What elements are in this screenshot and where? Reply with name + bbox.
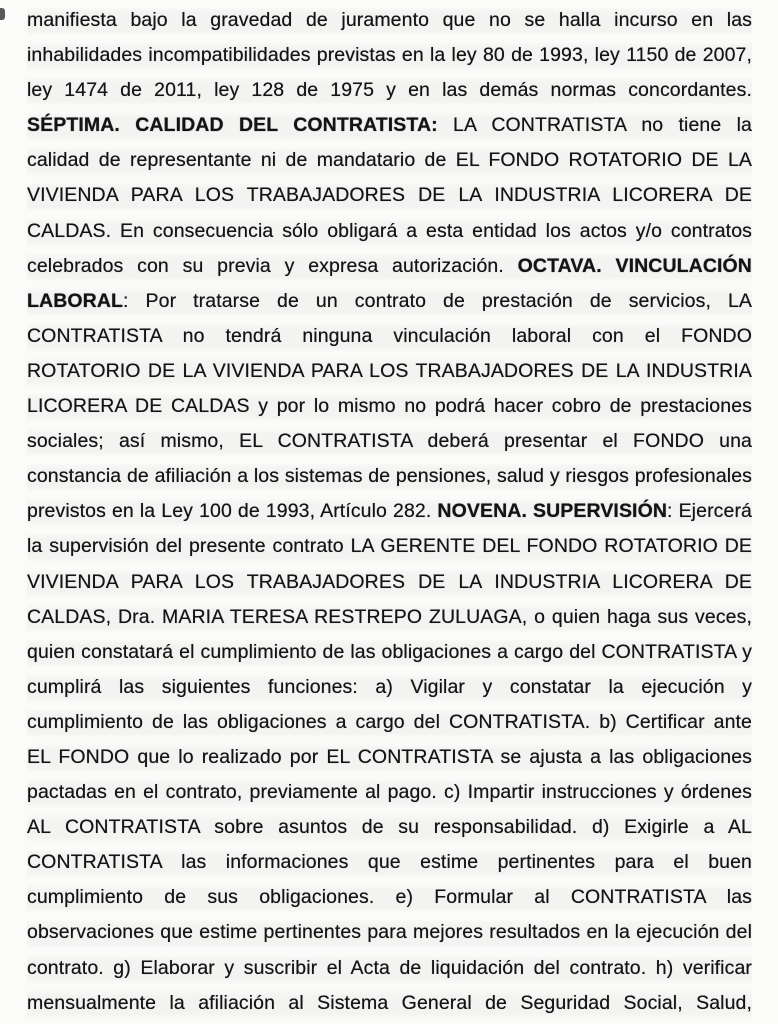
text-segment: : Ejercerá bbox=[667, 500, 752, 523]
bold-text-segment: NOVENA. SUPERVISIÓN bbox=[437, 500, 668, 523]
text-line bbox=[27, 600, 752, 635]
text-segment: LICORERA DE CALDAS y por lo mismo no podrá hacer cobro de prestaciones bbox=[27, 395, 752, 418]
text-line bbox=[27, 389, 752, 424]
text-line bbox=[27, 635, 752, 670]
bold-text-segment: OCTAVA. VINCULACIÓN bbox=[517, 254, 752, 277]
text-line bbox=[27, 705, 752, 740]
text-segment: VIVIENDA PARA LOS TRABAJADORES DE LA INDUSTRIA LICORERA DE bbox=[27, 184, 752, 207]
text-segment: VIVIENDA PARA LOS TRABAJADORES DE LA INDUSTRIA LICORERA DE bbox=[27, 570, 752, 593]
text-line bbox=[27, 178, 752, 213]
text-line bbox=[27, 73, 752, 108]
text-segment: cumplimiento de las obligaciones a cargo del CONTRATISTA. b) Certificar ante bbox=[27, 710, 752, 733]
text-segment: cumplimiento de sus obligaciones. e) Formular al CONTRATISTA las bbox=[27, 886, 752, 909]
text-segment: EL FONDO que lo realizado por EL CONTRATISTA se ajusta a las obligaciones bbox=[27, 745, 752, 768]
text-segment: constancia de afiliación a los sistemas de pensiones, salud y riesgos profesionales bbox=[27, 465, 752, 488]
text-line bbox=[27, 3, 752, 38]
text-segment: cumplirá las siguientes funciones: a) Vigilar y constatar la ejecución y bbox=[27, 675, 752, 698]
text-segment: calidad de representante ni de mandatario de EL FONDO ROTATORIO DE LA bbox=[27, 149, 752, 172]
text-line bbox=[27, 284, 752, 319]
text-line bbox=[27, 214, 752, 249]
text-line bbox=[27, 565, 752, 600]
text-line bbox=[27, 810, 752, 845]
text-segment: observaciones que estime pertinentes para mejores resultados en la ejecución del bbox=[27, 921, 752, 944]
text-segment: celebrados con su previa y expresa autorización. bbox=[27, 254, 518, 277]
text-segment: CALDAS. En consecuencia sólo obligará a esta entidad los actos y/o contratos bbox=[27, 219, 752, 242]
text-segment: : Por tratarse de un contrato de prestación de servicios, LA bbox=[123, 289, 752, 312]
text-segment: CONTRATISTA no tendrá ninguna vinculación laboral con el FONDO bbox=[27, 324, 752, 347]
text-line bbox=[27, 951, 752, 986]
text-line bbox=[27, 424, 752, 459]
text-segment: mensualmente la afiliación al Sistema General de Seguridad Social, Salud, bbox=[27, 991, 752, 1014]
contract-text-block bbox=[27, 3, 752, 1021]
text-segment: inhabilidades incompatibilidades previstas en la ley 80 de 1993, ley 1150 de 2007, bbox=[27, 44, 752, 67]
text-line bbox=[27, 249, 752, 284]
text-line bbox=[27, 354, 752, 389]
text-line bbox=[27, 38, 752, 73]
text-line bbox=[27, 845, 752, 880]
bold-text-segment: SÉPTIMA. CALIDAD DEL CONTRATISTA: bbox=[27, 114, 438, 137]
text-segment: AL CONTRATISTA sobre asuntos de su responsabilidad. d) Exigirle a AL bbox=[27, 816, 752, 839]
text-segment: ROTATORIO DE LA VIVIENDA PARA LOS TRABAJADORES DE LA INDUSTRIA bbox=[27, 359, 752, 382]
text-line bbox=[27, 529, 752, 564]
text-line bbox=[27, 319, 752, 354]
text-line bbox=[27, 143, 752, 178]
text-line bbox=[27, 459, 752, 494]
text-segment: LA CONTRATISTA no tiene la bbox=[437, 114, 752, 137]
bold-text-segment: LABORAL bbox=[27, 289, 124, 312]
text-segment: manifiesta bajo la gravedad de juramento que no se halla incurso en las bbox=[27, 9, 752, 31]
text-line bbox=[27, 670, 752, 705]
text-line bbox=[27, 915, 752, 950]
text-segment: CONTRATISTA las informaciones que estime pertinentes para el buen bbox=[27, 851, 752, 874]
text-segment: quien constatará el cumplimiento de las obligaciones a cargo del CONTRATISTA y bbox=[27, 640, 752, 663]
text-segment: la supervisión del presente contrato LA GERENTE DEL FONDO ROTATORIO DE bbox=[27, 535, 752, 558]
text-line bbox=[27, 494, 752, 529]
text-line bbox=[27, 986, 752, 1021]
text-segment: contrato. g) Elaborar y suscribir el Acta de liquidación del contrato. h) verificar bbox=[27, 956, 752, 979]
text-line bbox=[27, 775, 752, 810]
text-segment: pactadas en el contrato, previamente al pago. c) Impartir instrucciones y órdenes bbox=[27, 781, 752, 804]
text-segment: ley 1474 de 2011, ley 128 de 1975 y en las demás normas concordantes. bbox=[27, 79, 752, 102]
text-segment: CALDAS, Dra. MARIA TERESA RESTREPO ZULUAGA, o quien haga sus veces, bbox=[27, 605, 752, 628]
text-line bbox=[27, 108, 752, 143]
text-line bbox=[27, 880, 752, 915]
text-line bbox=[27, 740, 752, 775]
text-segment: previstos en la Ley 100 de 1993, Artículo 282. bbox=[27, 500, 438, 523]
text-segment: sociales; así mismo, EL CONTRATISTA deberá presentar el FONDO una bbox=[27, 430, 752, 453]
scan-artifact bbox=[0, 8, 5, 20]
